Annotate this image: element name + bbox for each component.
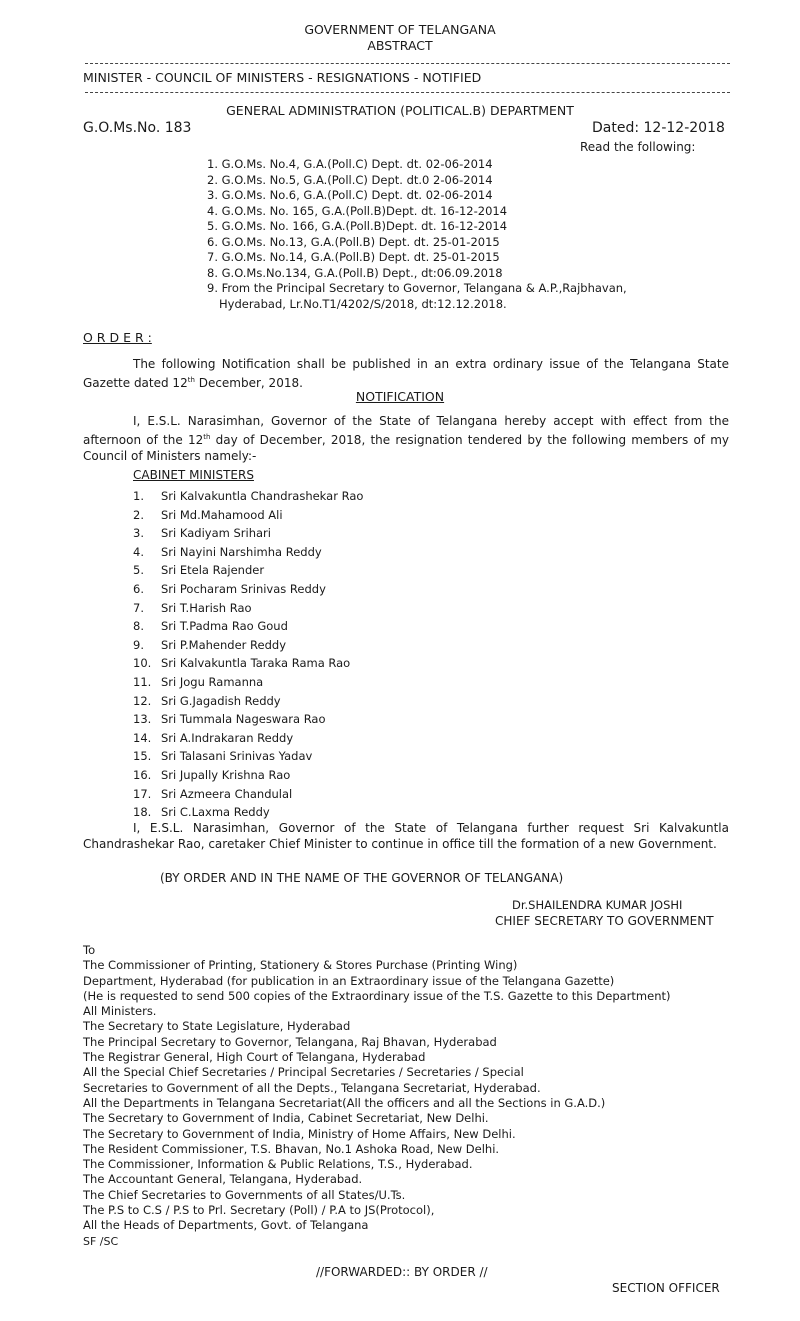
- reference-item: 9. From the Principal Secretary to Governor, Telangana & A.P.,Rajbhavan,: [207, 281, 627, 295]
- list-item: To: [83, 943, 96, 957]
- notification-heading: NOTIFICATION: [355, 389, 445, 404]
- list-item: 16. Sri Jupally Krishna Rao: [133, 767, 291, 782]
- signatory-name: Dr.SHAILENDRA KUMAR JOSHI: [512, 898, 683, 912]
- government-title: GOVERNMENT OF TELANGANA: [304, 22, 496, 37]
- list-item: SF /SC: [83, 1234, 119, 1248]
- reference-item: 4. G.O.Ms. No. 165, G.A.(Poll.B)Dept. dt. 16-12-2014: [207, 203, 508, 218]
- divider-bottom: [85, 92, 730, 93]
- department-title: GENERAL ADMINISTRATION (POLITICAL.B) DEPARTMENT: [226, 103, 574, 118]
- section-officer: SECTION OFFICER: [612, 1281, 720, 1295]
- reference-item: 1. G.O.Ms. No.4, G.A.(Poll.C) Dept. dt. 02-06-2014: [207, 157, 493, 171]
- list-item: 14. Sri A.Indrakaran Reddy: [133, 730, 294, 745]
- list-item: 4. Sri Nayini Narshimha Reddy: [133, 544, 322, 559]
- list-item: 18. Sri C.Laxma Reddy: [133, 805, 270, 820]
- list-item: 8. Sri T.Padma Rao Goud: [133, 619, 288, 634]
- list-item: 3. Sri Kadiyam Srihari: [133, 526, 271, 541]
- list-item: All the Special Chief Secretaries / Principal Secretaries / Secretaries / Special: [83, 1065, 524, 1080]
- list-item: The Commissioner of Printing, Stationery & Stores Purchase (Printing Wing): [83, 958, 518, 973]
- list-item: Secretaries to Government of all the Depts., Telangana Secretariat, Hyderabad.: [83, 1080, 541, 1095]
- go-number: G.O.Ms.No. 183: [83, 120, 192, 136]
- abstract-title: ABSTRACT: [367, 38, 433, 53]
- list-item: All Ministers.: [83, 1004, 157, 1019]
- list-item: 12. Sri G.Jagadish Reddy: [133, 693, 281, 708]
- cabinet-heading: CABINET MINISTERS: [133, 468, 254, 482]
- notification-paragraph: I, E.S.L. Narasimhan, Governor of the State of Telangana hereby accept with effect from the afternoon of the 12th day of December, 2018, the resignation tendered by the following members of my Council of Ministers namely:-: [83, 414, 730, 463]
- list-item: The P.S to C.S / P.S to Prl. Secretary (Poll) / P.A to JS(Protocol),: [83, 1203, 435, 1218]
- list-item: 7. Sri T.Harish Rao: [133, 600, 252, 615]
- reference-item: 8. G.O.Ms.No.134, G.A.(Poll.B) Dept., dt:06.09.2018: [207, 265, 503, 280]
- list-item: 9. Sri P.Mahender Reddy: [133, 637, 287, 652]
- divider-top: [85, 63, 730, 64]
- order-paragraph: The following Notification shall be published in an extra ordinary issue of the Telangana State Gazette dated 12th December, 2018.: [83, 357, 729, 390]
- list-item: 11. Sri Jogu Ramanna: [133, 674, 264, 689]
- list-item: The Resident Commissioner, T.S. Bhavan, No.1 Ashoka Road, New Delhi.: [83, 1141, 500, 1156]
- reference-item: 6. G.O.Ms. No.13, G.A.(Poll.B) Dept. dt. 25-01-2015: [207, 234, 500, 249]
- list-item: 2. Sri Md.Mahamood Ali: [133, 507, 283, 522]
- list-item: The Secretary to Government of India, Cabinet Secretariat, New Delhi.: [83, 1111, 489, 1126]
- list-item: (He is requested to send 500 copies of the Extraordinary issue of the T.S. Gazette to this Department): [83, 988, 671, 1003]
- continuation-paragraph: I, E.S.L. Narasimhan, Governor of the State of Telangana further request Sri Kalvakuntla Chandrashekar Rao, caretaker Chief Minister to continue in office till the formation of a new Government.: [83, 821, 729, 851]
- signatory-title: CHIEF SECRETARY TO GOVERNMENT: [495, 914, 714, 928]
- list-item: The Commissioner, Information & Public Relations, T.S., Hyderabad.: [83, 1157, 473, 1172]
- reference-item: 7. G.O.Ms. No.14, G.A.(Poll.B) Dept. dt. 25-01-2015: [207, 250, 500, 264]
- list-item: 17. Sri Azmeera Chandulal: [133, 786, 293, 801]
- read-following: Read the following:: [580, 140, 696, 154]
- list-item: 13. Sri Tummala Nageswara Rao: [133, 712, 326, 727]
- list-item: 15. Sri Talasani Srinivas Yadav: [133, 749, 313, 764]
- reference-item: 2. G.O.Ms. No.5, G.A.(Poll.C) Dept. dt.0 2-06-2014: [207, 172, 493, 187]
- list-item: The Secretary to Government of India, Ministry of Home Affairs, New Delhi.: [83, 1126, 516, 1141]
- list-item: All the Heads of Departments, Govt. of Telangana: [83, 1218, 369, 1233]
- list-item: The Registrar General, High Court of Telangana, Hyderabad: [83, 1050, 426, 1065]
- dated: Dated: 12-12-2018: [592, 120, 725, 136]
- reference-list: [207, 157, 627, 312]
- subject-line: MINISTER - COUNCIL OF MINISTERS - RESIGNATIONS - NOTIFIED: [83, 70, 482, 85]
- list-item: 6. Sri Pocharam Srinivas Reddy: [133, 581, 326, 596]
- forwarded-line: //FORWARDED:: BY ORDER //: [316, 1265, 488, 1279]
- list-item: 5. Sri Etela Rajender: [133, 563, 265, 578]
- list-item: Department, Hyderabad (for publication in an Extraordinary issue of the Telangana Gazette): [83, 973, 615, 988]
- by-order-line: (BY ORDER AND IN THE NAME OF THE GOVERNOR OF TELANGANA): [160, 871, 564, 885]
- list-item: 1. Sri Kalvakuntla Chandrashekar Rao: [133, 489, 364, 503]
- list-item: The Principal Secretary to Governor, Telangana, Raj Bhavan, Hyderabad: [83, 1034, 497, 1049]
- list-item: All the Departments in Telangana Secretariat(All the officers and all the Sections in G.A.D.): [83, 1095, 606, 1110]
- list-item: 10. Sri Kalvakuntla Taraka Rama Rao: [133, 656, 351, 671]
- distribution-list: [83, 943, 670, 1249]
- reference-item: 3. G.O.Ms. No.6, G.A.(Poll.C) Dept. dt. 02-06-2014: [207, 188, 493, 202]
- minister-list: [133, 487, 363, 822]
- list-item: The Accountant General, Telangana, Hyderabad.: [83, 1172, 363, 1187]
- reference-item: 5. G.O.Ms. No. 166, G.A.(Poll.B)Dept. dt. 16-12-2014: [207, 219, 508, 233]
- reference-item: Hyderabad, Lr.No.T1/4202/S/2018, dt:12.12.2018.: [219, 296, 507, 311]
- order-heading: O R D E R :: [83, 330, 152, 345]
- list-item: The Secretary to State Legislature, Hyderabad: [83, 1019, 351, 1034]
- list-item: The Chief Secretaries to Governments of all States/U.Ts.: [83, 1187, 406, 1202]
